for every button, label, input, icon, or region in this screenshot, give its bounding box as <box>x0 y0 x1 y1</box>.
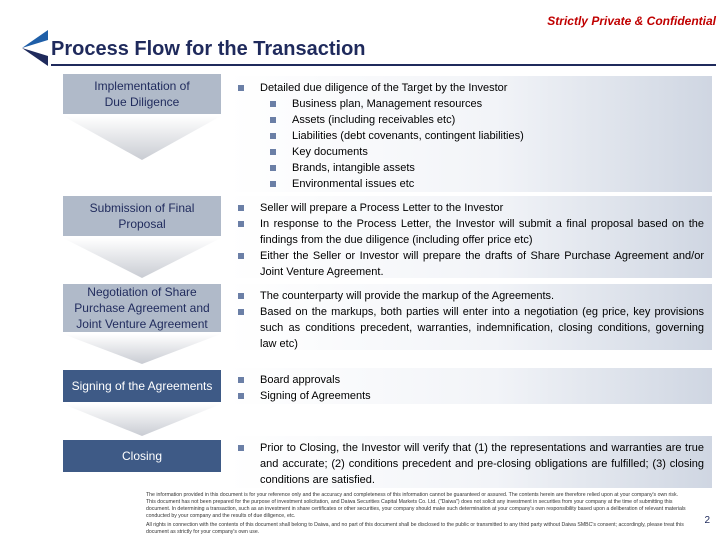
stage-panel-due-diligence <box>228 76 712 192</box>
stage-label-final-proposal <box>63 196 221 236</box>
stage-label-text: Submission of Final Proposal <box>89 201 195 231</box>
stage-label-due-diligence <box>63 74 221 114</box>
stage-label-text: Negotiation of Share Purchase Agreement and Joint Venture Agreement <box>74 285 210 331</box>
bullet-item: Either the Seller or Investor will prepare the drafts of Share Purchase Agreement and/or Joint Venture Agreement. <box>234 248 704 280</box>
footer-disclaimer <box>146 492 688 536</box>
flow-arrow-icon <box>63 404 221 436</box>
confidential-label: Strictly Private & Confidential <box>547 14 716 28</box>
sub-bullet-item: Business plan, Management resources <box>234 96 704 112</box>
sub-bullet-item: Environmental issues etc <box>234 176 704 192</box>
flow-arrow-icon <box>63 116 221 160</box>
sub-bullet-item: Assets (including receivables etc) <box>234 112 704 128</box>
stage-panel-signing <box>228 368 712 404</box>
flow-arrow-icon <box>63 334 221 364</box>
bullet-item: Board approvals <box>234 372 704 388</box>
stage-label-text: Closing <box>121 449 163 463</box>
page-title: Process Flow for the Transaction <box>51 38 366 60</box>
bullet-item: Seller will prepare a Process Letter to the Investor <box>234 200 704 216</box>
disclaimer-text: The information provided in this document is for your reference only and the accuracy and completeness of this information cannot be guaranteed or assured. The contents herein are therefore relied upon at your company's own risk. This document has not been prepared for the purpose of investment solicitation, and Daiwa Securities Capital Markets Co. Ltd. ("Daiwa") does not solicit any investment in securities from your company at the time of submitting this document. In determining a transaction, such as an investment in share certificates or other securities, your company should make such determination at your company's own responsibility based upon a deliberation of relevant materials conducted by your company and the results of due diligence, etc. <box>146 492 686 519</box>
sub-bullet-item: Brands, intangible assets <box>234 160 704 176</box>
stage-label-closing <box>63 440 221 472</box>
company-logo <box>22 30 48 66</box>
bullet-item: Prior to Closing, the Investor will verify that (1) the representations and warranties are true and accurate; (2) conditions precedent and pre-closing obligations are fulfilled; (3) closing conditions are satisfied. <box>234 440 704 488</box>
stage-label-negotiation <box>63 284 221 332</box>
stage-label-signing <box>63 370 221 402</box>
stage-panel-final-proposal <box>228 196 712 278</box>
title-divider <box>51 64 716 66</box>
page-number: 2 <box>704 515 710 526</box>
sub-bullet-item: Liabilities (debt covenants, contingent liabilities) <box>234 128 704 144</box>
bullet-item: Based on the markups, both parties will enter into a negotiation (eg price, key provisions such as conditions precedent, warranties, indemnification, closing conditions, governing law etc) <box>234 304 704 352</box>
stage-label-text: Signing of the Agreements <box>71 379 213 393</box>
bullet-item: The counterparty will provide the markup of the Agreements. <box>234 288 704 304</box>
bullet-item: Signing of Agreements <box>234 388 704 404</box>
rights-text: All rights in connection with the contents of this document shall belong to Daiwa, and no part of this document shall be disclosed to the public or transmitted to any third party without Daiwa SMBC's consent; accordingly, please treat this document as strictly for your company's own use. <box>146 522 684 535</box>
stage-panel-closing <box>228 436 712 488</box>
bullet-item: In response to the Process Letter, the Investor will submit a final proposal based on the findings from the due diligence (including offer price etc) <box>234 216 704 248</box>
stage-label-text: Implementation of Due Diligence <box>94 79 190 109</box>
bullet-item: Detailed due diligence of the Target by the Investor <box>234 80 704 96</box>
stage-panel-negotiation <box>228 284 712 350</box>
sub-bullet-item: Key documents <box>234 144 704 160</box>
flow-arrow-icon <box>63 238 221 278</box>
